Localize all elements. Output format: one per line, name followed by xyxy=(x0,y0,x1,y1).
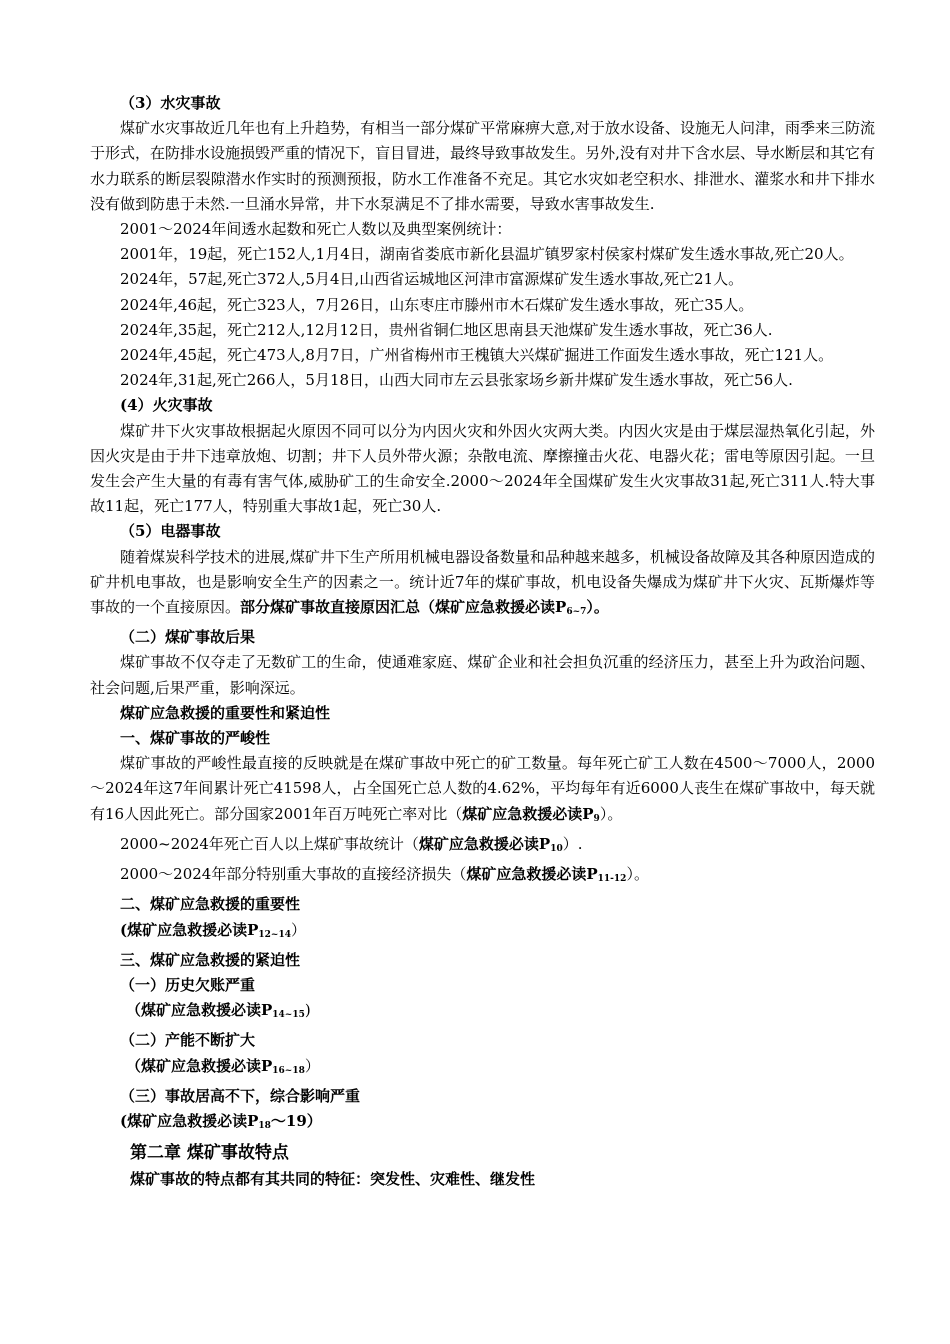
stat-line: 2024年，57起,死亡372人,5月4日,山西省运城地区河津市富源煤矿发生透水事故,死亡21人。 xyxy=(120,270,744,289)
paragraph-consequence: 煤矿事故不仅夺走了无数矿工的生命，使通难家庭、煤矿企业和社会担负沉重的经济压力，甚至上升为政治问题、社会问题,后果严重，影响深远。 xyxy=(90,653,875,697)
stat-intro: 2001～2024年间透水起数和死亡人数以及典型案例统计： xyxy=(120,220,512,239)
stat-line: 2024年,31起,死亡266人，5月18日，山西大同市左云县张家场乡新井煤矿发生透水事故，死亡56人. xyxy=(120,371,793,390)
section-heading-fire: (4）火灾事故 xyxy=(120,396,213,415)
chapter-title: 第二章 煤矿事故特点 xyxy=(130,1143,289,1164)
subheading-severity: 一、煤矿事故的严峻性 xyxy=(120,729,271,748)
document-page xyxy=(90,91,875,1192)
reference-line xyxy=(90,862,875,892)
stat-line: 2001年，19起，死亡152人,1月4日，湖南省娄底市新化县温圹镇罗家村侯家村煤矿发生透水事故,死亡20人。 xyxy=(120,245,854,264)
reference-end: ～19） xyxy=(270,1111,322,1130)
page-ref-subscript: 6~7 xyxy=(566,607,587,618)
section-heading-electric: （5）电器事故 xyxy=(120,522,221,541)
page-ref-subscript: 12~14 xyxy=(258,929,291,940)
paragraph-severity xyxy=(90,751,875,832)
reference-end: ）. xyxy=(562,834,583,853)
stat-line: 2024年,35起，死亡212人,12月12日，贵州省铜仁地区思南县天池煤矿发生透水事故，死亡36人. xyxy=(120,320,773,339)
stat-line: 2024年,45起，死亡473人,8月7日，广州省梅州市王槐镇大兴煤矿掘进工作面发生透水事故，死亡121人。 xyxy=(120,346,834,365)
urgency-item-title: （三）事故居高不下，综合影响严重 xyxy=(120,1086,361,1105)
subheading-urgency: 三、煤矿应急救援的紧迫性 xyxy=(120,950,301,969)
reference-end: ） xyxy=(304,1056,320,1075)
reference-end: ) xyxy=(304,1001,311,1020)
reference-text: (煤矿应急救援必读P xyxy=(120,920,259,939)
reference-end: ）。 xyxy=(599,804,623,823)
page-ref-subscript: 11-12 xyxy=(597,874,627,885)
page-ref-subscript: 14~15 xyxy=(272,1010,305,1021)
reference-end: ）。 xyxy=(626,865,649,884)
reference-line xyxy=(90,1109,875,1139)
subheading-importance: 二、煤矿应急救援的重要性 xyxy=(120,895,301,914)
reference-link-text: 部分煤矿事故直接原因汇总（煤矿应急救援必读P xyxy=(240,598,567,617)
page-ref-subscript: 10 xyxy=(550,843,563,854)
heading-importance: 煤矿应急救援的重要性和紧迫性 xyxy=(120,703,331,722)
reference-text: （煤矿应急救援必读P xyxy=(126,1056,273,1075)
reference-line-text: 2000～2024年部分特别重大事故的直接经济损失（ xyxy=(120,865,467,884)
chapter-subtitle: 煤矿事故的特点都有其共同的特征：突发性、灾难性、继发性 xyxy=(130,1170,536,1189)
reference-line xyxy=(90,918,875,948)
reference-line xyxy=(90,832,875,862)
reference-text: 煤矿应急救援必读P xyxy=(418,834,551,853)
reference-text: （煤矿应急救援必读P xyxy=(126,1001,273,1020)
section-heading-consequence: （二）煤矿事故后果 xyxy=(120,628,256,647)
paragraph-electric-text: 随着煤炭科学技术的进展,煤矿井下生产所用机械电器设备数量和品种越来越多，机械设备故障及其各种原因造成的矿井机电事故，也是影响安全生产的因素之一。统计近7年的煤矿事故，机电设备失爆成为煤矿井下火灾、瓦斯爆炸等事故的一个直接原因。 xyxy=(90,547,875,617)
stat-line: 2024年,46起，死亡323人，7月26日，山东枣庄市滕州市木石煤矿发生透水事故，死亡35人。 xyxy=(120,295,754,314)
section-heading-flood: （3）水灾事故 xyxy=(120,94,221,112)
urgency-item-title: （二）产能不断扩大 xyxy=(120,1031,256,1050)
reference-line xyxy=(90,1054,875,1084)
reference-end: ）。 xyxy=(586,598,609,617)
reference-end: ） xyxy=(290,920,306,939)
paragraph-electric xyxy=(90,545,875,626)
paragraph-flood: 煤矿水灾事故近几年也有上升趋势，有相当一部分煤矿平常麻痹大意,对于放水设备、设施无人问津，雨季来三防流于形式，在防排水设施损毁严重的情况下，盲目冒进，最终导致事故发生。另外,没有对井下含水层、导水断层和其它有水力联系的断层裂隙潜水作实时的预测预报，防水工作准备不充足。其它水灾如老空积水、排泄水、灌浆水和井下排水没有做到防患于未然.一旦涌水异常，井下水泵满足不了排水需要，导致水害事故发生. xyxy=(90,119,875,213)
reference-line-text: 2000~2024年死亡百人以上煤矿事故统计（ xyxy=(120,834,419,853)
page-ref-subscript: 16~18 xyxy=(272,1065,305,1076)
page-ref-subscript: 18 xyxy=(258,1120,271,1131)
reference-line xyxy=(90,998,875,1028)
reference-text: (煤矿应急救援必读P xyxy=(120,1111,259,1130)
urgency-item-title: （一）历史欠账严重 xyxy=(120,975,256,994)
reference-text: 煤矿应急救援必读P xyxy=(466,865,598,884)
paragraph-fire: 煤矿井下火灾事故根据起火原因不同可以分为内因火灾和外因火灾两大类。内因火灾是由于煤层湿热氧化引起，外因火灾是由于井下违章放炮、切割；井下人员外带火源；杂散电流、摩擦撞击火花、电器火花；雷电等原因引起。一旦发生会产生大量的有毒有害气体,威胁矿工的生命安全.2000～2024年全国煤矿发生火灾事故31起,死亡311人.特大事故11起，死亡177人，特别重大事故1起，死亡30人. xyxy=(90,421,875,516)
paragraph-severity-text: 煤矿事故的严峻性最直接的反映就是在煤矿事故中死亡的矿工数量。每年死亡矿工人数在4500～7000人，2000～2024年这7年间累计死亡41598人，占全国死亡总人数的4.62%，平均每年有近6000人丧生在煤矿事故中，每天就有16人因此死亡。部分国家2001年百万吨死亡率对比（ xyxy=(90,754,875,823)
page-ref-subscript: 9 xyxy=(593,813,600,824)
reference-text: 煤矿应急救援必读P xyxy=(462,804,594,823)
